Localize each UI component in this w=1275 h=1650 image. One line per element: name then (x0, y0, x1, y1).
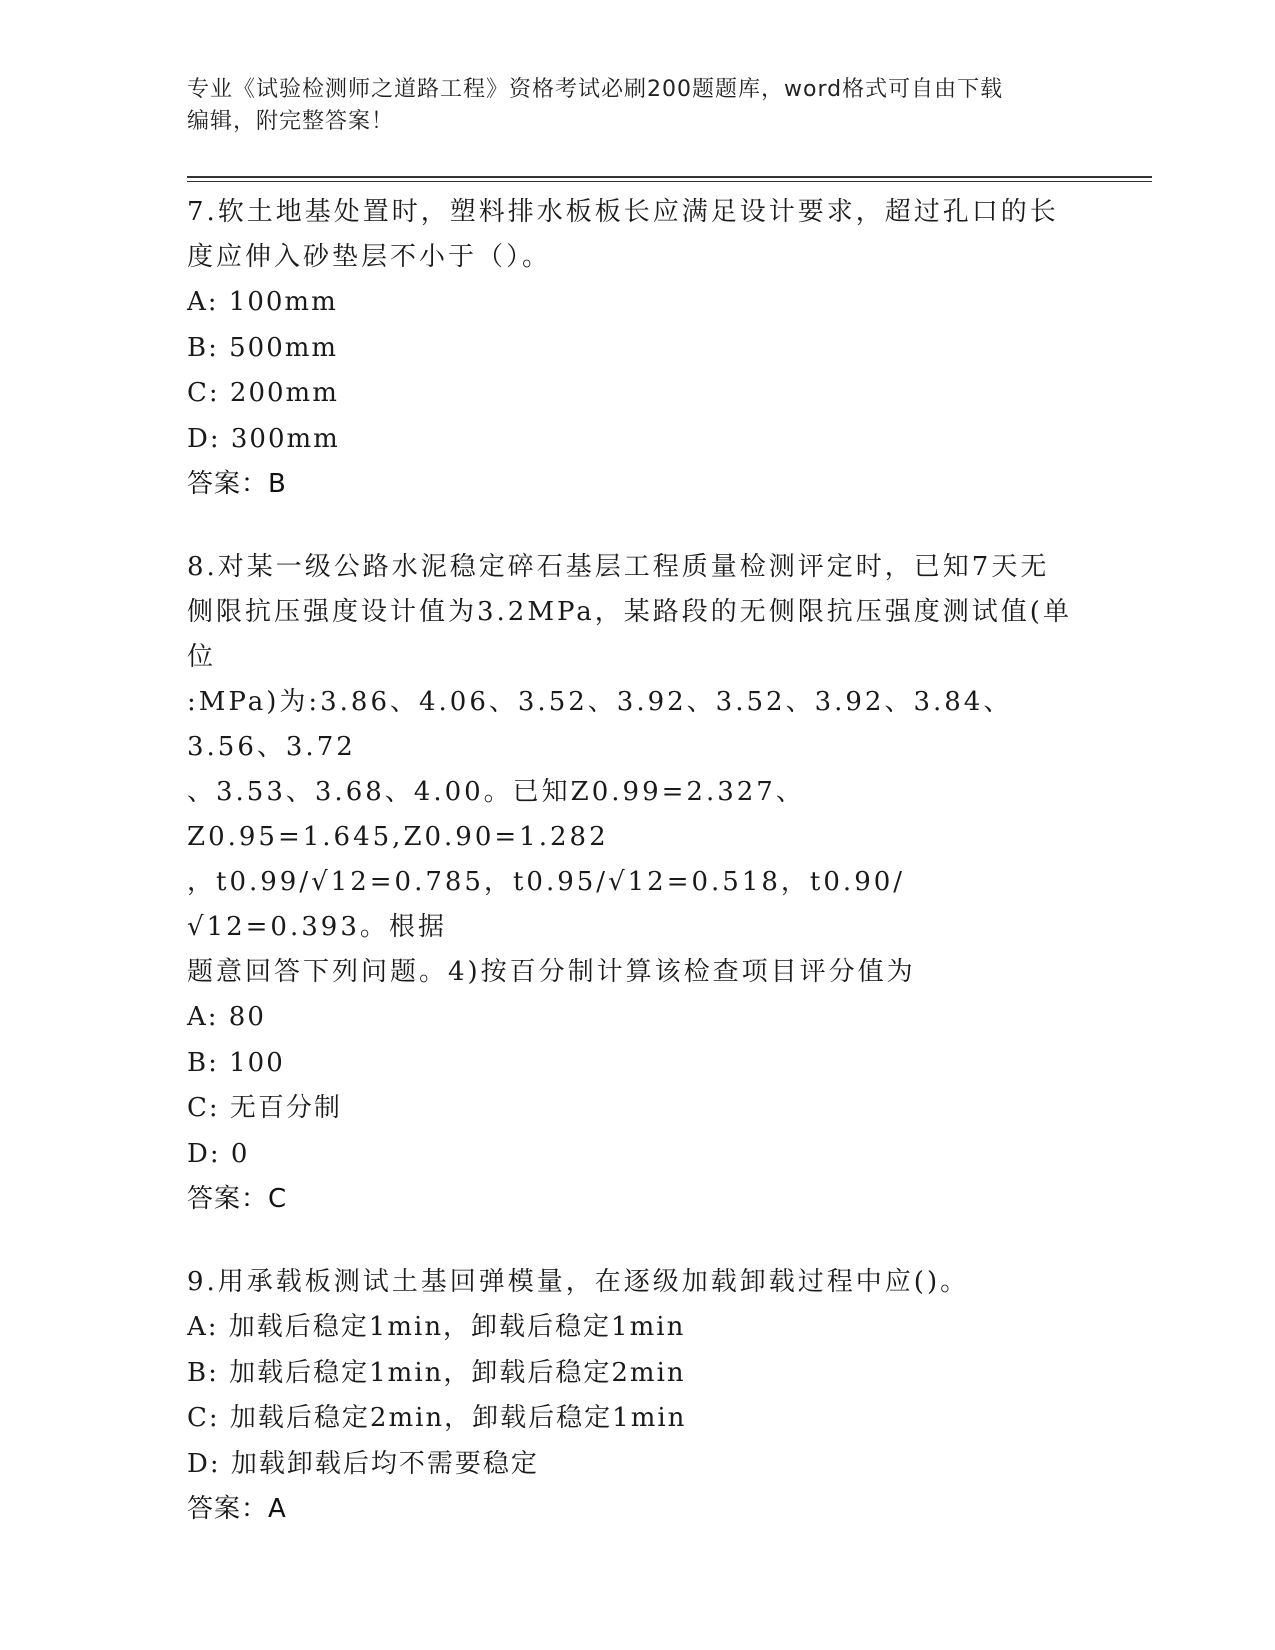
option-b: B: 500mm (187, 332, 339, 363)
question-stem-line: 侧限抗压强度设计值为3.2MPa，某路段的无侧限抗压强度测试值(单位 (187, 597, 1072, 672)
option-c: C: 无百分制 (187, 1093, 342, 1123)
document-header (187, 74, 1077, 138)
header-divider-thin (187, 181, 1152, 182)
question-8 (187, 545, 1087, 1222)
header-divider-thick (187, 176, 1152, 178)
option-a: A: 80 (187, 1002, 266, 1032)
question-stem-line: ，t0.99/√12=0.785，t0.95/√12=0.518，t0.90/√12=0.393。根据 (187, 867, 906, 942)
question-stem-line: 9.用承载板测试土基回弹模量，在逐级加载卸载过程中应()。 (187, 1267, 970, 1297)
answer-label: 答案：A (187, 1494, 287, 1524)
header-line-1: 专业《试验检测师之道路工程》资格考试必刷200题题库，word格式可自由下载 (187, 77, 1004, 102)
question-list (187, 190, 1087, 1570)
question-stem-line: 题意回答下列问题。4)按百分制计算该检查项目评分值为 (187, 957, 916, 987)
option-d: D: 加载卸载后均不需要稳定 (187, 1448, 539, 1479)
option-a: A: 100mm (187, 287, 338, 317)
option-d: D: 300mm (187, 423, 340, 454)
question-stem-line: 7.软土地基处置时，塑料排水板板长应满足设计要求，超过孔口的长 (187, 197, 1059, 227)
question-stem-line: :MPa)为:3.86、4.06、3.52、3.92、3.52、3.92、3.84、3.56、3.72 (187, 687, 1013, 762)
option-c: C: 加载后稳定2min，卸载后稳定1min (187, 1403, 687, 1433)
option-d: D: 0 (187, 1138, 250, 1169)
header-line-2: 编辑，附完整答案！ (187, 109, 395, 134)
answer-label: 答案：B (187, 469, 287, 499)
question-7 (187, 190, 1087, 507)
option-a: A: 加载后稳定1min，卸载后稳定1min (187, 1312, 686, 1342)
question-stem-line: 、3.53、3.68、4.00。已知Z0.99=2.327、Z0.95=1.645,Z0.90=1.282 (187, 777, 805, 852)
option-c: C: 200mm (187, 378, 339, 408)
question-9 (187, 1260, 1087, 1532)
option-b: B: 加载后稳定1min，卸载后稳定2min (187, 1357, 686, 1388)
question-stem-line: 8.对某一级公路水泥稳定碎石基层工程质量检测评定时，已知7天无 (187, 552, 1050, 582)
answer-label: 答案：C (187, 1184, 288, 1214)
option-b: B: 100 (187, 1047, 285, 1078)
question-stem-line: 度应伸入砂垫层不小于（）。 (187, 242, 552, 272)
